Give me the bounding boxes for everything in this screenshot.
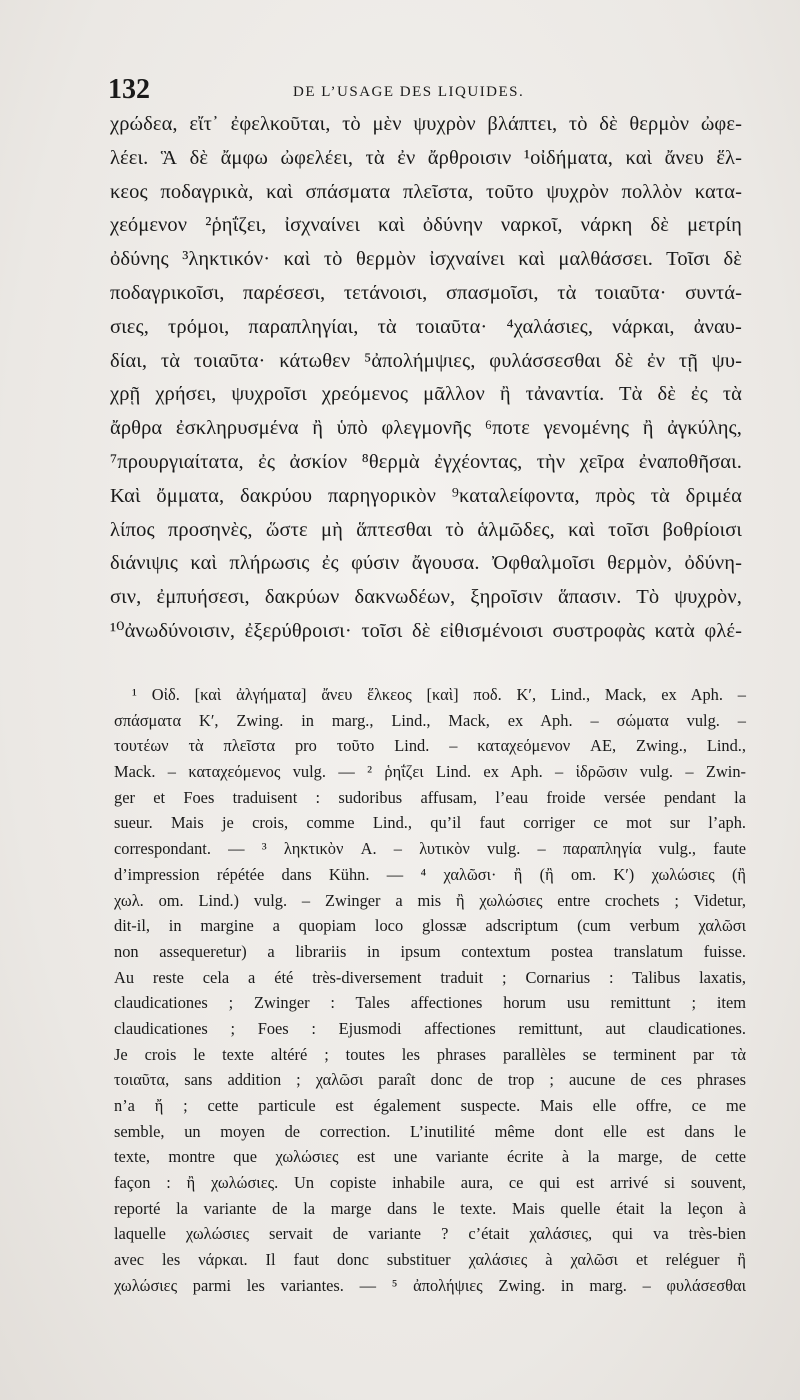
footnote-line: d’impression répétée dans Kühn. — ⁴ χαλῶσι· ἢ (ἢ om. K′) χωλώσιες (ἢ: [114, 864, 746, 884]
text-line: ⁷προυργιαίτατα, ἐς ἀσκίον ⁸θερμὰ ἐγχέοντας, τὴν χεῖρα ἐναποθῆσαι.: [110, 450, 742, 473]
footnote-line: Je crois le texte altéré ; toutes les phrases parallèles se terminent par τὰ: [114, 1044, 746, 1064]
footnote-line: n’a ἤ ; cette particule est également suspecte. Mais elle offre, ce me: [114, 1096, 746, 1115]
footnote-line: χωλώσιες parmi les variantes. — ⁵ ἀπολήψιες Zwing. in marg. – φυλάσεσθαι: [114, 1275, 746, 1295]
text-line: χρῇ χρήσει, ψυχροῖσι χρεόμενος μᾶλλον ἢ τἀναντία. Τὰ δὲ ἐς τὰ: [110, 383, 742, 406]
footnote-line: σπάσματα K′, Zwing. in marg., Lind., Mack, ex Aph. – σώματα vulg. –: [114, 710, 746, 730]
footnote-line: ¹ Οἰδ. [καὶ ἀλγήματα] ἄνευ ἕλκεος [καὶ] ποδ. K′, Lind., Mack, ex Aph. –: [132, 685, 746, 704]
footnote-line: Mack. – καταχεόμενος vulg. — ² ῥηΐζει Lind. ex Aph. – ἱδρῶσιν vulg. – Zwin-: [114, 762, 746, 782]
text-line: λέει. Ἃ δὲ ἄμφω ὠφελέει, τὰ ἐν ἄρθροισιν ¹οἰδήματα, καὶ ἄνευ ἕλ-: [110, 146, 742, 169]
text-line: χεόμενον ²ῥηΐζει, ἰσχναίνει καὶ ὀδύνην ναρκοῖ, νάρκη δὲ μετρίη: [110, 214, 742, 237]
footnote-line: τουτέων τὰ πλεῖστα pro τοῦτο Lind. – καταχεόμενον AE, Zwing., Lind.,: [114, 736, 746, 756]
text-line: ἄρθρα ἐσκληρυσμένα ἢ ὑπὸ φλεγμονῆς ⁶ποτε γενομένης ἢ ἀγκύλης,: [110, 417, 742, 440]
footnotes: [114, 682, 746, 1299]
footnote-line: laquelle χωλώσιες servait de variante ? c’était χαλάσιες, qui va très-bien: [114, 1224, 746, 1244]
running-title: DE L’USAGE DES LIQUIDES.: [293, 84, 525, 100]
footnote-line: χωλ. om. Lind.) vulg. – Zwinger a mis ἢ χωλώσιες entre crochets ; Videtur,: [114, 890, 746, 910]
text-line: ποδαγρικοῖσι, παρέσεσι, τετάνοισι, σπασμοῖσι, τὰ τοιαῦτα· συντά-: [110, 281, 742, 304]
footnote-line: reporté la variante de la marge dans le texte. Mais quelle était la leçon à: [114, 1198, 746, 1218]
text-line: κεος ποδαγρικὰ, καὶ σπάσματα πλεῖστα, τοῦτο ψυχρὸν πολλὸν κατα-: [110, 180, 742, 203]
text-line: ¹⁰ἀνωδύνοισιν, ἐξερύθροισι· τοῖσι δὲ εἰθισμένοισι συστροφὰς κατὰ φλέ-: [110, 619, 742, 642]
text-line: χρώδεα, εἴτ᾿ ἐφελκοῦται, τὸ μὲν ψυχρὸν βλάπτει, τὸ δὲ θερμὸν ὠφε-: [110, 113, 742, 135]
footnote-line: façon : ἢ χωλώσιες. Un copiste inhabile aura, ce qui est arrivé si souvent,: [114, 1173, 746, 1193]
text-line: δίαι, τὰ τοιαῦτα· κάτωθεν ⁵ἀπολήμψιες, φυλάσσεσθαι δὲ ἐν τῇ ψυ-: [110, 349, 742, 372]
footnote-line: claudicationes ; Foes : Ejusmodi affectiones remittunt, aut claudicationes.: [114, 1018, 746, 1038]
footnote-line: correspondant. — ³ ληκτικὸν A. – λυτικὸν vulg. – παραπληγία vulg., faute: [114, 839, 746, 859]
footnote-line: texte, montre que χωλώσιες est une variante écrite à la marge, de cette: [114, 1147, 746, 1167]
footnote-line: claudicationes ; Zwinger : Tales affectiones horum usu remittunt ; item: [114, 993, 746, 1013]
text-line: σιν, ἐμπυήσεσι, δακρύων δακνωδέων, ξηροῖσιν ἅπασιν. Τὸ ψυχρὸν,: [110, 586, 742, 609]
footnote-line: dit-il, in margine a quopiam loco glossæ adscriptum (cum verbum χαλῶσι: [114, 916, 746, 936]
footnote-line: avec les νάρκαι. Il faut donc substituer χαλάσιες à χαλῶσι et reléguer ἢ: [114, 1250, 746, 1270]
main-greek-text: [110, 108, 742, 649]
footnote-line: non assequeretur) a librariis in ipsum contextum postea translatum fuisse.: [114, 941, 746, 961]
page-number: 132: [108, 74, 150, 105]
text-line: διάνιψις καὶ πλήρωσις ἐς φύσιν ἄγουσα. Ὀφθαλμοῖσι θερμὸν, ὀδύνη-: [110, 552, 742, 575]
footnote-line: sueur. Mais je crois, comme Lind., qu’il faut corriger ce mot sur l’aph.: [114, 813, 746, 833]
text-line: Καὶ ὄμματα, δακρύου παρηγορικὸν ⁹καταλείφοντα, πρὸς τὰ δριμέα: [110, 484, 742, 507]
footnote-line: ger et Foes traduisent : sudoribus affusam, l’eau froide versée pendant la: [114, 787, 746, 807]
text-line: σιες, τρόμοι, παραπληγίαι, τὰ τοιαῦτα· ⁴χαλάσιες, νάρκαι, ἀναυ-: [110, 315, 742, 338]
text-line: λίπος προσηνὲς, ὥστε μὴ ἅπτεσθαι τὸ ἁλμῶδες, καὶ τοῖσι βοθρίοισι: [110, 518, 742, 541]
footnote-line: semble, un moyen de correction. L’inutilité même dont elle est dans le: [114, 1121, 746, 1141]
footnote-line: τοιαῦτα, sans addition ; χαλῶσι paraît donc de trop ; aucune de ces phrases: [114, 1070, 746, 1090]
text-line: ὀδύνης ³ληκτικόν· καὶ τὸ θερμὸν ἰσχναίνει καὶ μαλθάσσει. Τοῖσι δὲ: [110, 248, 742, 271]
footnote-line: Au reste cela a été très-diversement traduit ; Cornarius : Talibus laxatis,: [114, 967, 746, 987]
